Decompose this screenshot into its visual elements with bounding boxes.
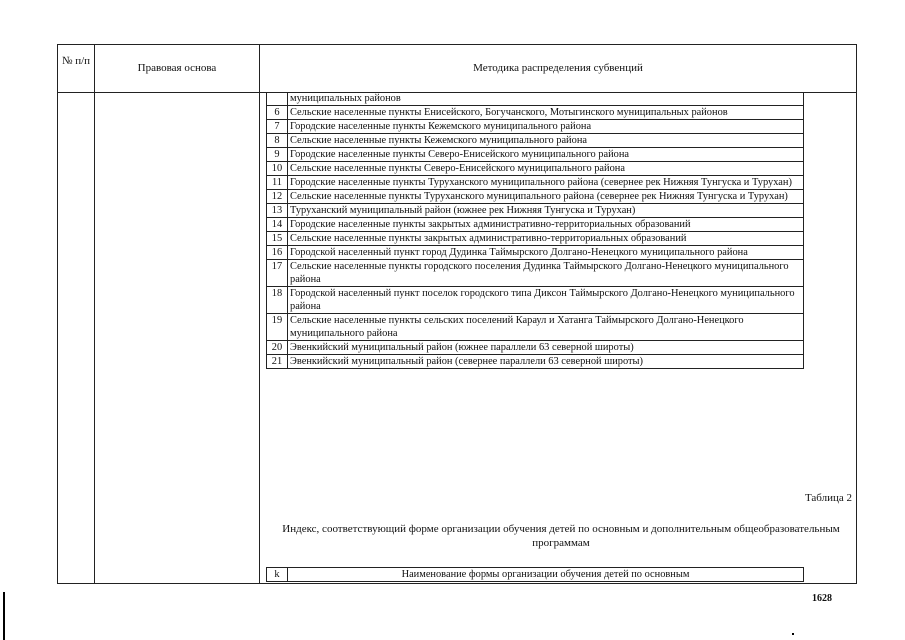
table-row — [267, 246, 804, 260]
table-row — [267, 204, 804, 218]
outer-top-border — [57, 44, 856, 45]
row-number: 8 — [267, 134, 288, 148]
row-text: Сельские населенные пункты закрытых административно-территориальных образований — [288, 232, 804, 246]
table-row — [267, 120, 804, 134]
row-number: 16 — [267, 246, 288, 260]
row-text: Сельские населенные пункты городского поселения Дудинка Таймырского Долгано-Ненецкого муниципального района — [288, 260, 804, 287]
col-divider-1 — [94, 44, 95, 584]
outer-left-border — [57, 44, 58, 584]
header-col-legal-basis: Правовая основа — [137, 62, 217, 74]
table-row — [267, 218, 804, 232]
row-text: Городские населенные пункты Северо-Енисейского муниципального района — [288, 148, 804, 162]
row-text: Эвенкийский муниципальный район (южнее параллели 63 северной широты) — [288, 341, 804, 355]
scan-edge-mark — [3, 592, 5, 640]
row-number: 11 — [267, 176, 288, 190]
row-text: муниципальных районов — [288, 92, 804, 106]
row-text: Сельские населенные пункты Туруханского муниципального района (севернее рек Нижняя Тунгуска и Турухан) — [288, 190, 804, 204]
table2-label: Таблица 2 — [804, 492, 852, 504]
row-number: 13 — [267, 204, 288, 218]
row-number: 7 — [267, 120, 288, 134]
table-row — [267, 341, 804, 355]
coefficient-table — [266, 92, 804, 369]
row-number: 9 — [267, 148, 288, 162]
table-row — [267, 190, 804, 204]
row-number: 14 — [267, 218, 288, 232]
table-row — [267, 260, 804, 287]
row-number: 18 — [267, 287, 288, 314]
row-text: Городской населенный пункт поселок городского типа Диксон Таймырского Долгано-Ненецкого муниципального района — [288, 287, 804, 314]
row-number: 20 — [267, 341, 288, 355]
table-row — [267, 176, 804, 190]
page-number: 1628 — [812, 593, 832, 604]
table-row — [267, 134, 804, 148]
row-text: Эвенкийский муниципальный район (севернее параллели 63 северной широты) — [288, 355, 804, 369]
table2-title: Индекс, соответствующий форме организации обучения детей по основным и дополнительным общеобразовательным программам — [282, 523, 840, 549]
row-text: Сельские населенные пункты Кежемского муниципального района — [288, 134, 804, 148]
row-text: Городские населенные пункты Кежемского муниципального района — [288, 120, 804, 134]
row-number: 6 — [267, 106, 288, 120]
row-number — [267, 92, 288, 106]
table2-header-row — [266, 567, 804, 582]
table-row — [267, 287, 804, 314]
table-row — [267, 162, 804, 176]
scan-dot — [792, 633, 794, 635]
table-row — [267, 148, 804, 162]
table-row — [267, 92, 804, 106]
row-text: Городской населенный пункт город Дудинка Таймырского Долгано-Ненецкого муниципального района — [288, 246, 804, 260]
table-row — [267, 355, 804, 369]
header-col-methodology: Методика распределения субвенций — [473, 62, 643, 74]
outer-right-border — [856, 44, 857, 584]
row-text: Сельские населенные пункты Северо-Енисейского муниципального района — [288, 162, 804, 176]
row-number: 15 — [267, 232, 288, 246]
table-row — [267, 106, 804, 120]
row-number: 19 — [267, 314, 288, 341]
row-text: Сельские населенные пункты сельских поселений Караул и Хатанга Таймырского Долгано-Ненецкого муниципального района — [288, 314, 804, 341]
row-number: 10 — [267, 162, 288, 176]
outer-bottom-border — [57, 583, 856, 584]
row-text: Городские населенные пункты Туруханского муниципального района (севернее рек Нижняя Тунгуска и Турухан) — [288, 176, 804, 190]
table2-col-name: Наименование формы организации обучения детей по основным — [288, 568, 804, 582]
row-number: 12 — [267, 190, 288, 204]
row-text: Городские населенные пункты закрытых административно-территориальных образований — [288, 218, 804, 232]
table2-col-k: k — [267, 568, 288, 582]
col-divider-2 — [259, 44, 260, 584]
row-text: Сельские населенные пункты Енисейского, Богучанского, Мотыгинского муниципальных районов — [288, 106, 804, 120]
row-text: Туруханский муниципальный район (южнее рек Нижняя Тунгуска и Турухан) — [288, 204, 804, 218]
table-row — [267, 314, 804, 341]
header-col-number: № п/п — [61, 55, 91, 67]
row-number: 21 — [267, 355, 288, 369]
row-number: 17 — [267, 260, 288, 287]
table-row — [267, 232, 804, 246]
